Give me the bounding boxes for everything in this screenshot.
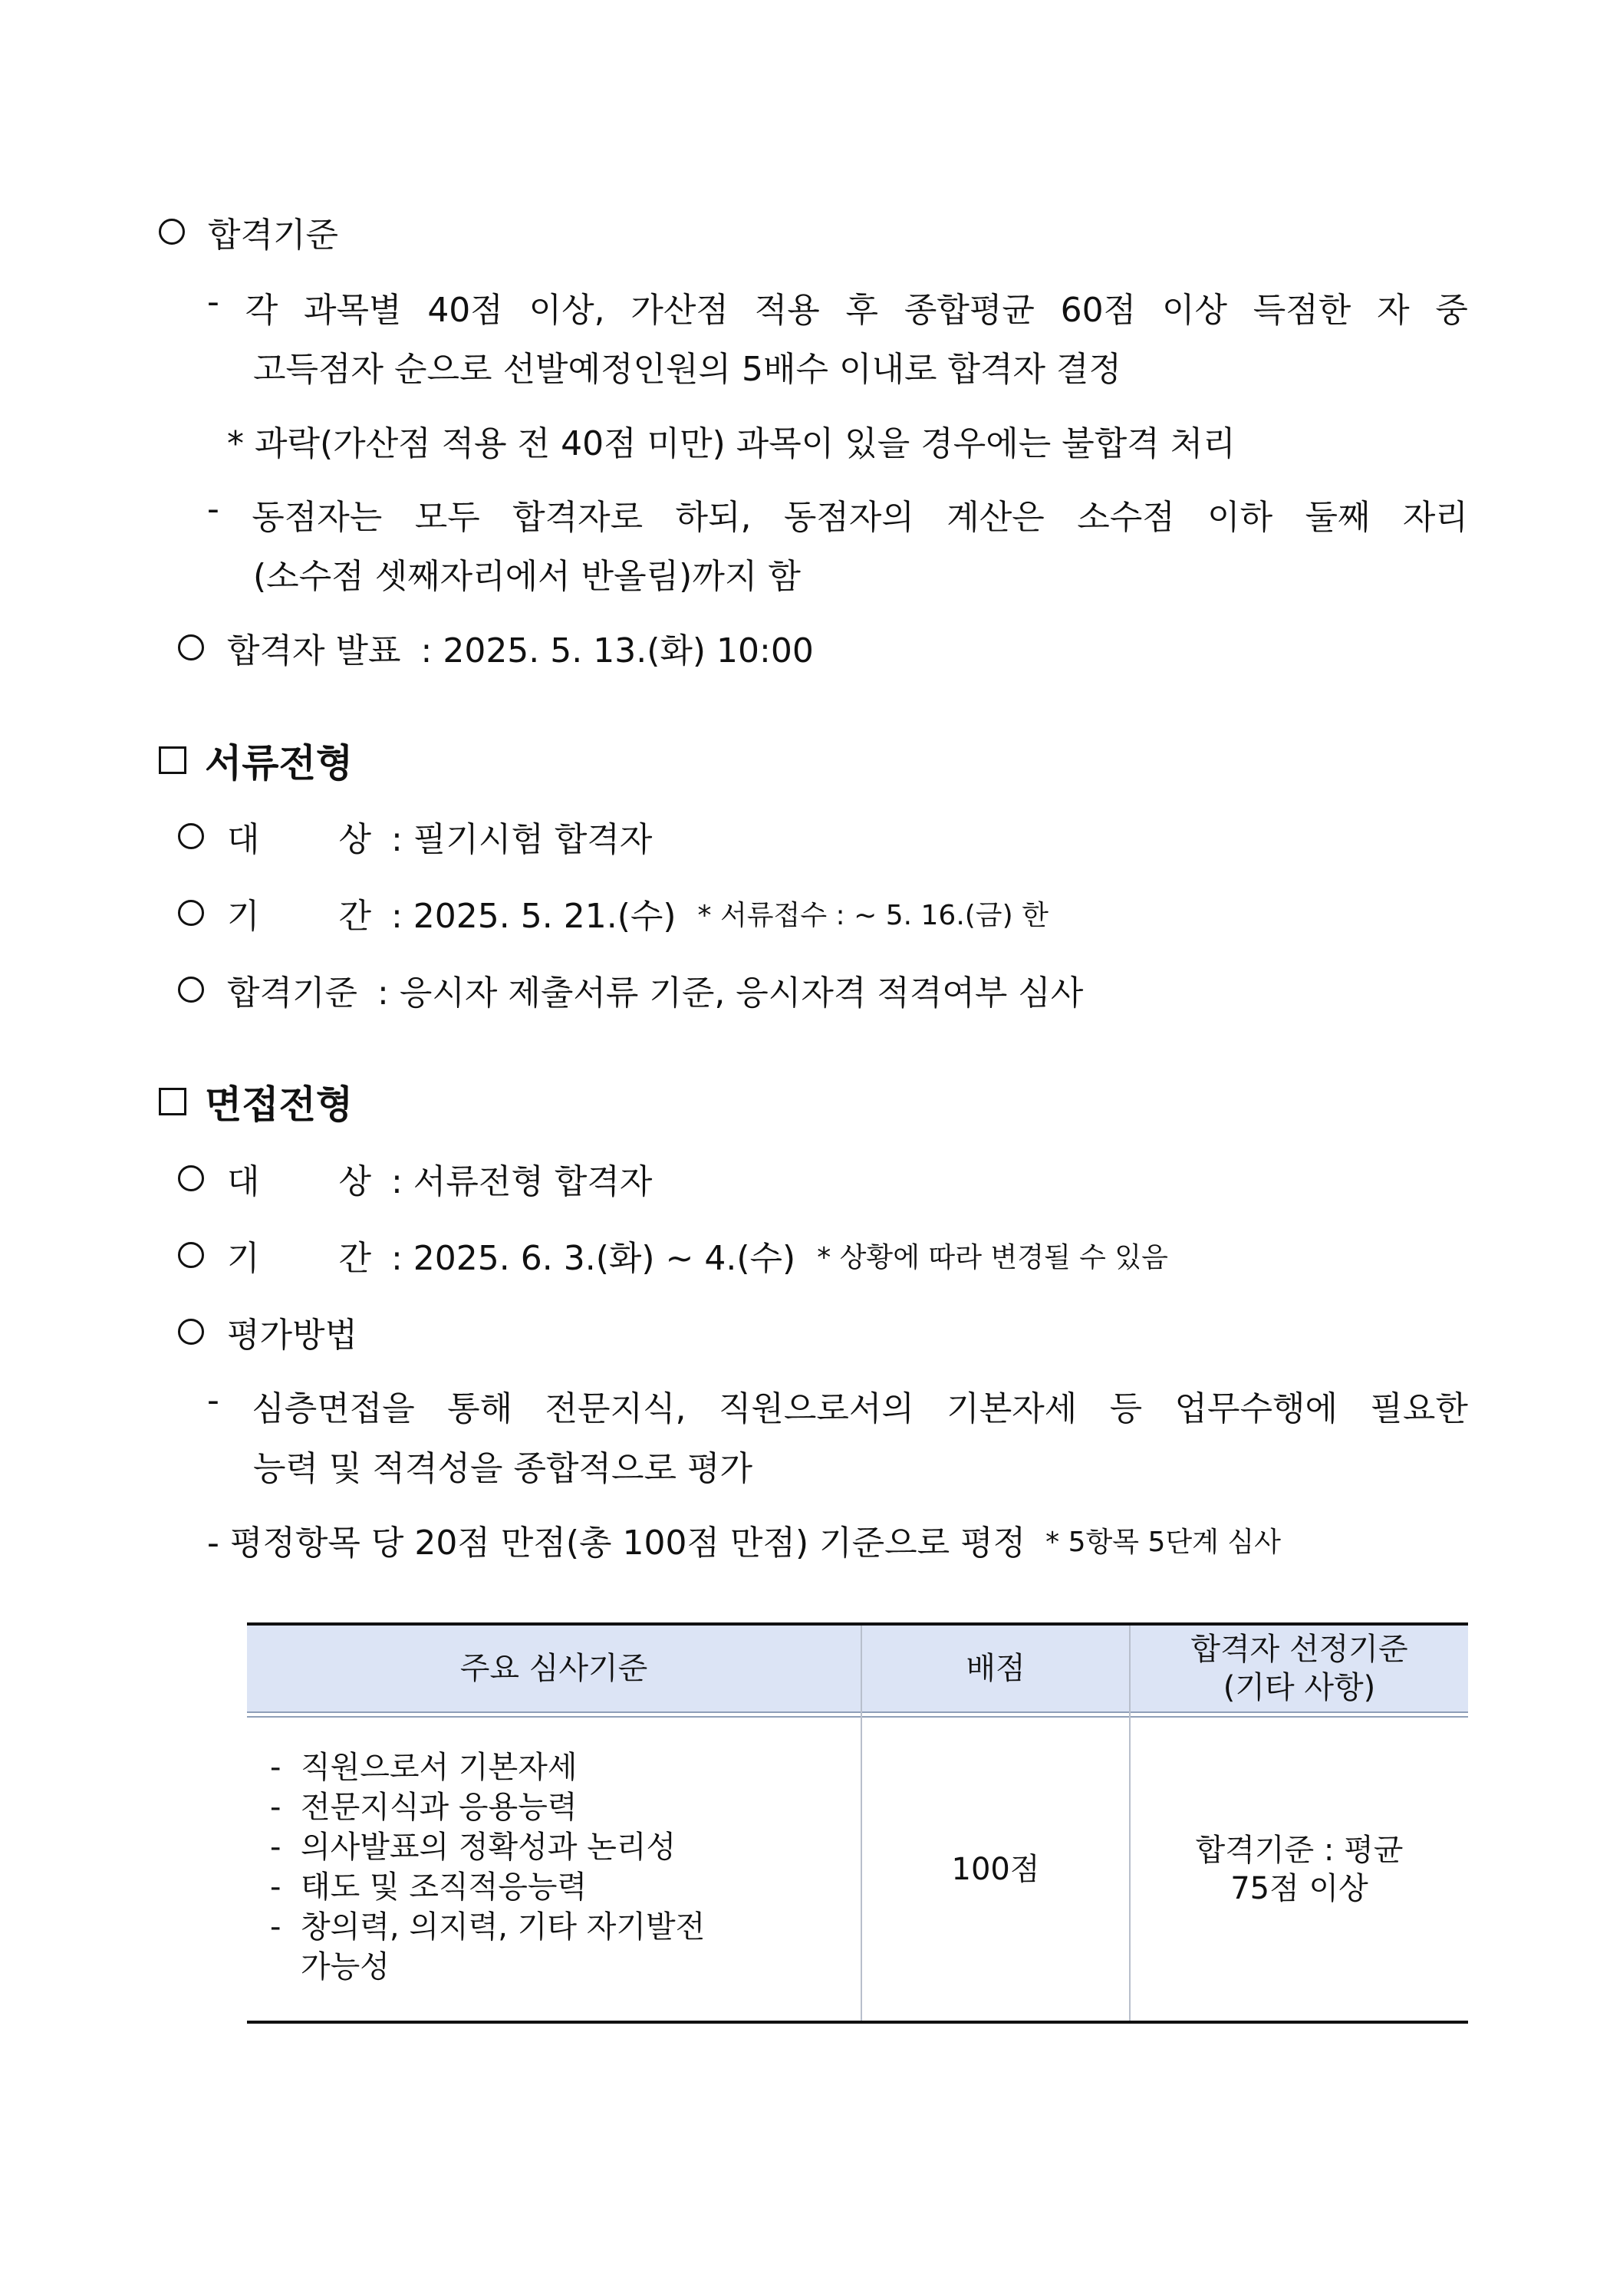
criteria-heading: [159, 207, 338, 256]
table-header-divider: [247, 1711, 1468, 1713]
interview-target-row: [178, 1154, 652, 1203]
list-item: - 직원으로서 기본자세: [270, 1750, 578, 1785]
interview-method2-row: [207, 1515, 1281, 1564]
list-item: - 창의력, 의지력, 기타 자기발전: [270, 1909, 706, 1945]
circle-bullet-icon: [178, 1319, 204, 1345]
table-cell-pass: [1131, 1718, 1468, 2021]
announce-row: [178, 623, 814, 672]
list-item: - 의사발표의 정확성과 논리성: [270, 1830, 677, 1865]
doc-target-row: [178, 812, 652, 861]
announce-label: 합격자 발표: [227, 631, 401, 670]
table-cell-pass-line1: 합격기준 : 평균: [1195, 1832, 1404, 1868]
interview-target-label: 대 상: [227, 1162, 371, 1201]
criteria-item1-line2: 고득점자 순으로 선발예정인원의 5배수 이내로 합격자 결정: [253, 350, 1122, 389]
criteria-item2-line1: - 동점자는 모두 합격자로 하되, 동점자의 계산은 소수점 이하 둘째 자리: [207, 489, 1468, 537]
criteria-note: * 과락(가산점 적용 전 40점 미만) 과목이 있을 경우에는 불합격 처리: [227, 424, 1236, 463]
circle-bullet-icon: [178, 634, 204, 660]
circle-bullet-icon: [178, 1165, 204, 1191]
interview-period-value: : 2025. 6. 3.(화) ~ 4.(수): [391, 1239, 796, 1278]
criteria-list: [270, 1748, 705, 1987]
interview-period-row: [178, 1230, 1168, 1280]
interview-section-title: 면접전형: [205, 1082, 354, 1127]
table-bottom-border: [247, 2021, 1468, 2024]
interview-method-row: [178, 1307, 357, 1356]
table-header-pass-line2: (기타 사항): [1223, 1670, 1376, 1705]
table-header-criteria: 주요 심사기준: [459, 1651, 648, 1686]
list-item: - 태도 및 조직적응능력: [270, 1869, 588, 1905]
list-item: - 전문지식과 응용능력: [270, 1790, 578, 1825]
criteria-item1-line1: - 각 과목별 40점 이상, 가산점 적용 후 종합평균 60점 이상 득점한 자 중: [207, 282, 1468, 330]
doc-criteria-row: [178, 965, 1083, 1014]
interview-method2: - 평정항목 당 20점 만점(총 100점 만점) 기준으로 평정: [207, 1524, 1026, 1563]
square-bullet-icon: [159, 746, 186, 774]
interview-method-label: 평가방법: [227, 1316, 358, 1355]
criteria-title: 합격기준: [208, 216, 339, 255]
doc-period-row: [178, 888, 1049, 937]
doc-period-label: 기 간: [227, 897, 371, 936]
circle-bullet-icon: [178, 977, 204, 1003]
interview-target-value: : 서류전형 합격자: [391, 1162, 653, 1201]
table-header-pass: [1131, 1626, 1468, 1711]
table-header-score: 배점: [966, 1651, 1025, 1686]
criteria-item2-line2: (소수점 셋째자리에서 반올림)까지 함: [253, 557, 801, 596]
doc-target-value: : 필기시험 합격자: [391, 820, 653, 859]
circle-bullet-icon: [178, 823, 204, 849]
interview-method2-note: * 5항목 5단계 심사: [1045, 1526, 1281, 1558]
circle-bullet-icon: [178, 900, 204, 926]
interview-method1-line1: - 심층면접을 통해 전문지식, 직원으로서의 기본자세 등 업무수행에 필요한: [207, 1381, 1468, 1428]
doc-criteria-value: : 응시자 제출서류 기준, 응시자격 적격여부 심사: [377, 973, 1084, 1013]
doc-period-note: * 서류접수 : ~ 5. 16.(금) 한: [697, 899, 1049, 931]
circle-bullet-icon: [178, 1242, 204, 1268]
doc-criteria-label: 합격기준: [227, 973, 358, 1013]
doc-target-label: 대 상: [227, 820, 371, 859]
doc-period-value: : 2025. 5. 21.(수): [391, 897, 677, 936]
table-header-pass-line1: 합격자 선정기준: [1190, 1632, 1408, 1667]
doc-section-title: 서류전형: [205, 741, 354, 786]
doc-section-heading: [159, 733, 353, 788]
interview-period-note: * 상황에 따라 변경될 수 있음: [817, 1241, 1168, 1273]
square-bullet-icon: [159, 1088, 186, 1115]
table-cell-score: 100점: [951, 1851, 1040, 1887]
announce-value: : 2025. 5. 13.(화) 10:00: [420, 631, 814, 670]
circle-bullet-icon: [159, 219, 185, 245]
table-cell-pass-line2: 75점 이상: [1230, 1870, 1368, 1906]
interview-section-heading: [159, 1074, 353, 1129]
interview-method1-line2: 능력 및 적격성을 종합적으로 평가: [253, 1449, 752, 1488]
interview-period-label: 기 간: [227, 1239, 371, 1278]
list-item: 가능성: [301, 1949, 390, 1985]
